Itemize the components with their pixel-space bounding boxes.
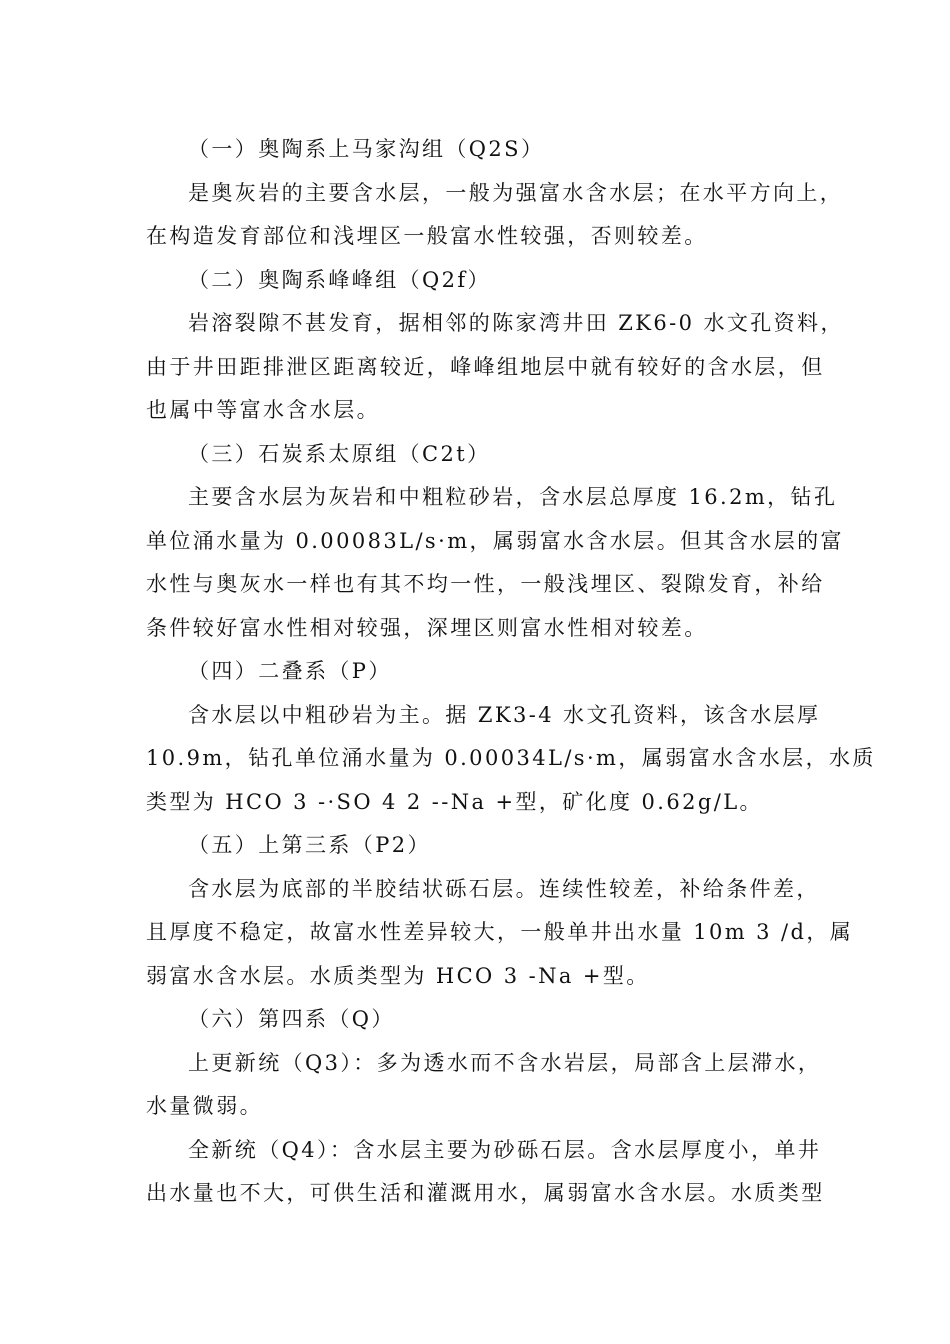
paragraph-line: 10.9m，钻孔单位涌水量为 0.00034L/s·m，属弱富水含水层，水质 bbox=[146, 746, 876, 770]
section-heading-2: （二）奥陶系峰峰组（Q2f） bbox=[188, 267, 491, 292]
paragraph-line: 含水层为底部的半胶结状砾石层。连续性较差，补给条件差， bbox=[188, 876, 820, 901]
paragraph-line: 主要含水层为灰岩和中粗粒砂岩，含水层总厚度 16.2m，钻孔 bbox=[188, 485, 838, 509]
paragraph-line: 是奥灰岩的主要含水层，一般为强富水含水层；在水平方向上， bbox=[188, 180, 844, 205]
section-heading-1: （一）奥陶系上马家沟组（Q2S） bbox=[188, 137, 545, 161]
paragraph-line: 由于井田距排泄区距离较近，峰峰组地层中就有较好的含水层，但 bbox=[146, 354, 825, 379]
paragraph-line: 水性与奥灰水一样也有其不均一性，一般浅埋区、裂隙发育，补给 bbox=[146, 572, 825, 596]
paragraph-line: 单位涌水量为 0.00083L/s·m，属弱富水含水层。但其含水层的富 bbox=[146, 528, 844, 553]
paragraph-line: 且厚度不稳定，故富水性差异较大，一般单井出水量 10m 3 /d，属 bbox=[146, 920, 854, 944]
paragraph-line: 上更新统（Q3）：多为透水而不含水岩层，局部含上层滞水， bbox=[188, 1050, 822, 1075]
paragraph-line: 也属中等富水含水层。 bbox=[146, 398, 380, 422]
paragraph-line: 弱富水含水层。水质类型为 HCO 3 -Na +型。 bbox=[146, 963, 650, 988]
paragraph-line: 含水层以中粗砂岩为主。据 ZK3-4 水文孔资料，该含水层厚 bbox=[188, 702, 821, 727]
paragraph-line: 岩溶裂隙不甚发育，据相邻的陈家湾井田 ZK6-0 水文孔资料， bbox=[188, 311, 844, 335]
document-body bbox=[146, 128, 876, 1216]
section-heading-6: （六）第四系（Q） bbox=[188, 1007, 395, 1031]
paragraph-line: 全新统（Q4）：含水层主要为砂砾石层。含水层厚度小，单井 bbox=[188, 1137, 822, 1162]
paragraph-line: 条件较好富水性相对较强，深埋区则富水性相对较差。 bbox=[146, 615, 708, 640]
section-heading-3: （三）石炭系太原组（C2t） bbox=[188, 441, 491, 466]
paragraph-line: 类型为 HCO 3 -·SO 4 2 --Na +型，矿化度 0.62g/L。 bbox=[146, 789, 763, 814]
paragraph-line: 出水量也不大，可供生活和灌溉用水，属弱富水含水层。水质类型 bbox=[146, 1181, 825, 1205]
section-heading-4: （四）二叠系（P） bbox=[188, 659, 392, 683]
paragraph-line: 在构造发育部位和浅埋区一般富水性较强，否则较差。 bbox=[146, 224, 708, 248]
paragraph-line: 水量微弱。 bbox=[146, 1094, 263, 1118]
section-heading-5: （五）上第三系（P2） bbox=[188, 833, 431, 857]
